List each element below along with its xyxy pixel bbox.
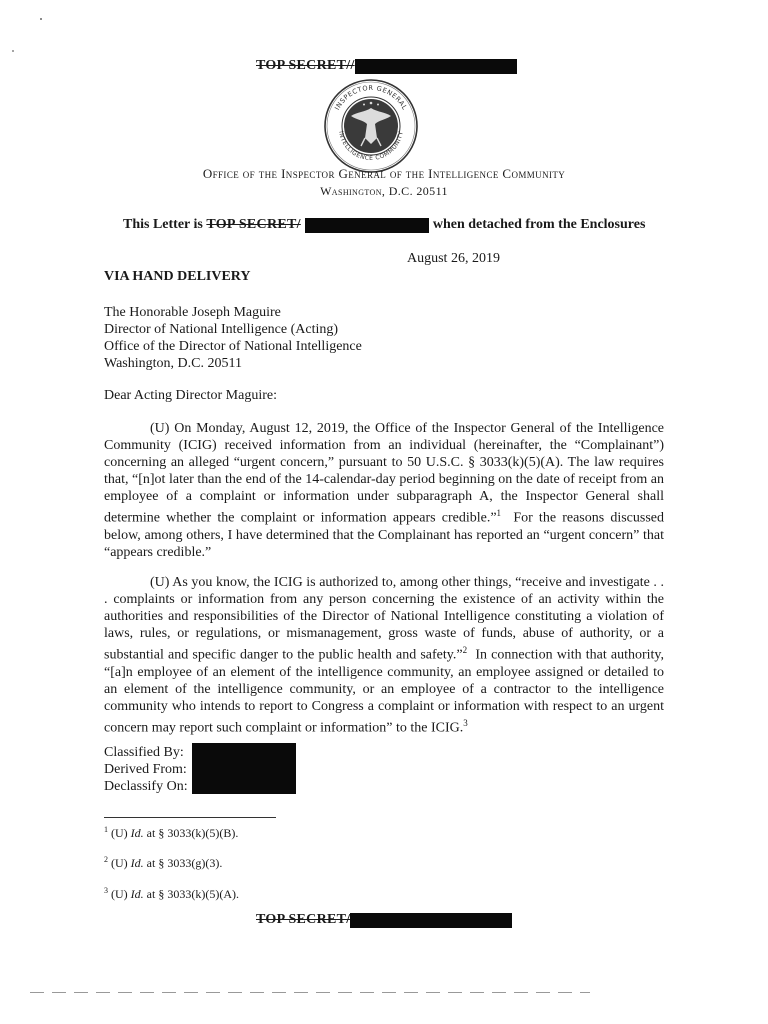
seal-ring-top: INSPECTOR GENERAL: [333, 83, 409, 112]
icig-seal: [321, 76, 421, 176]
footnote-divider: [104, 817, 276, 818]
footnote-1-prefix: (U): [111, 826, 131, 840]
office-name-text: Office of the Inspector General of the Intelligence Community: [202, 166, 566, 181]
office-name: [0, 166, 768, 182]
footnote-1-rest: at § 3033(k)(5)(B).: [143, 826, 239, 840]
paragraph-1-text: (U) On Monday, August 12, 2019, the Office of the Inspector General of the Intelligence Community (ICIG) received information from an individual (hereinafter, the “Complainant”) concerning an alleged “urgent concern,” pursuant to 50 U.S.C. § 3033(k)(5)(A). The law requires that, “[n]ot later than the end of the 14-calendar-day period beginning on the date of receipt from an employee of a complaint or information under subparagraph A, the Inspector General shall determine whether the complaint or information appears credible.”: [104, 421, 664, 526]
footnote-ref-2[interactable]: 2: [462, 645, 468, 655]
office-city: [0, 184, 768, 199]
addressee-line: The Honorable Joseph Maguire: [104, 305, 281, 320]
footnote-1: [104, 825, 238, 841]
notice-prefix: This Letter is: [123, 217, 207, 232]
addressee-block: [104, 304, 362, 372]
header-redaction: [355, 59, 517, 74]
footnote-ref-1[interactable]: 1: [496, 508, 502, 518]
paragraph-2-text: (U) As you know, the ICIG is authorized to, among other things, “receive and investigate . . . complaints or information from any person concerning the existence of an activity within the authorities and responsibilities of the Director of National Intelligence constituting a violation of laws, rules, or regulations, or mismanagement, gross waste of funds, abuse of authority, or a substantial and specific danger to the public health and safety.”: [104, 575, 664, 663]
footnote-2: [104, 855, 222, 871]
classified-by-label: Classified By:: [104, 745, 184, 760]
footer-redaction: [350, 913, 512, 928]
header-classification-text: TOP SECRET//: [256, 58, 355, 73]
delivery-method: [104, 269, 251, 285]
footer-classification-text: TOP SECRET/: [256, 912, 351, 927]
addressee-line: Office of the Director of National Intelligence: [104, 339, 362, 354]
letter-date: [407, 250, 500, 267]
footnote-3-id: Id.: [130, 887, 144, 901]
seal-ring-bottom: INTELLIGENCE COMMUNITY: [337, 130, 405, 163]
classification-block-redaction: [192, 743, 296, 794]
paragraph-1: [104, 420, 668, 561]
declassify-on-label: Declassify On:: [104, 779, 188, 794]
addressee-line: Director of National Intelligence (Acting): [104, 322, 339, 337]
scan-artifact-line: [30, 992, 590, 993]
footnote-2-rest: at § 3033(g)(3).: [143, 856, 223, 870]
footnote-1-id: Id.: [130, 826, 144, 840]
footnote-2-number: 2: [104, 855, 108, 864]
delivery-method-text: VIA HAND DELIVERY: [104, 269, 251, 284]
office-city-text: Washington, D.C. 20511: [320, 184, 448, 198]
footnote-2-id: Id.: [130, 856, 144, 870]
footnote-1-number: 1: [104, 825, 108, 834]
footnote-ref-3[interactable]: 3: [463, 717, 468, 728]
salutation: [104, 387, 277, 404]
letter-classification-notice: [123, 217, 645, 233]
paragraph-1-tail: For the reasons discussed below, among others, I have determined that the Complainant has reported an “urgent concern” that “appears credible.”: [104, 510, 668, 560]
scan-artifact-dot: [40, 18, 42, 20]
notice-classification: TOP SECRET/: [206, 217, 301, 232]
footnote-3: [104, 886, 239, 902]
letter-date-text: August 26, 2019: [407, 251, 500, 266]
eagle-seal-icon: [321, 76, 421, 176]
salutation-text: Dear Acting Director Maguire:: [104, 388, 277, 403]
footnote-3-number: 3: [104, 886, 108, 895]
paragraph-2: [104, 574, 668, 736]
paragraph-2-tail: In connection with that authority, “[a]n employee of an element of the intelligence community, an employee assigned or detailed to an element of the intelligence community, or an employee of a contractor to the intelligence community who intends to report to Congress a complaint or information with respect to an urgent concern may report such complaint or information” to the ICIG.: [104, 647, 668, 736]
derived-from-label: Derived From:: [104, 762, 187, 777]
classification-block: [104, 744, 188, 795]
footer-classification: [256, 912, 512, 928]
notice-redaction: [305, 218, 429, 233]
footnote-3-prefix: (U): [111, 887, 131, 901]
addressee-line: Washington, D.C. 20511: [104, 356, 242, 371]
footnote-2-prefix: (U): [111, 856, 131, 870]
header-classification: [256, 58, 517, 74]
footnote-3-rest: at § 3033(k)(5)(A).: [143, 887, 239, 901]
scan-artifact-dot: [12, 50, 14, 52]
notice-suffix: when detached from the Enclosures: [432, 217, 646, 232]
